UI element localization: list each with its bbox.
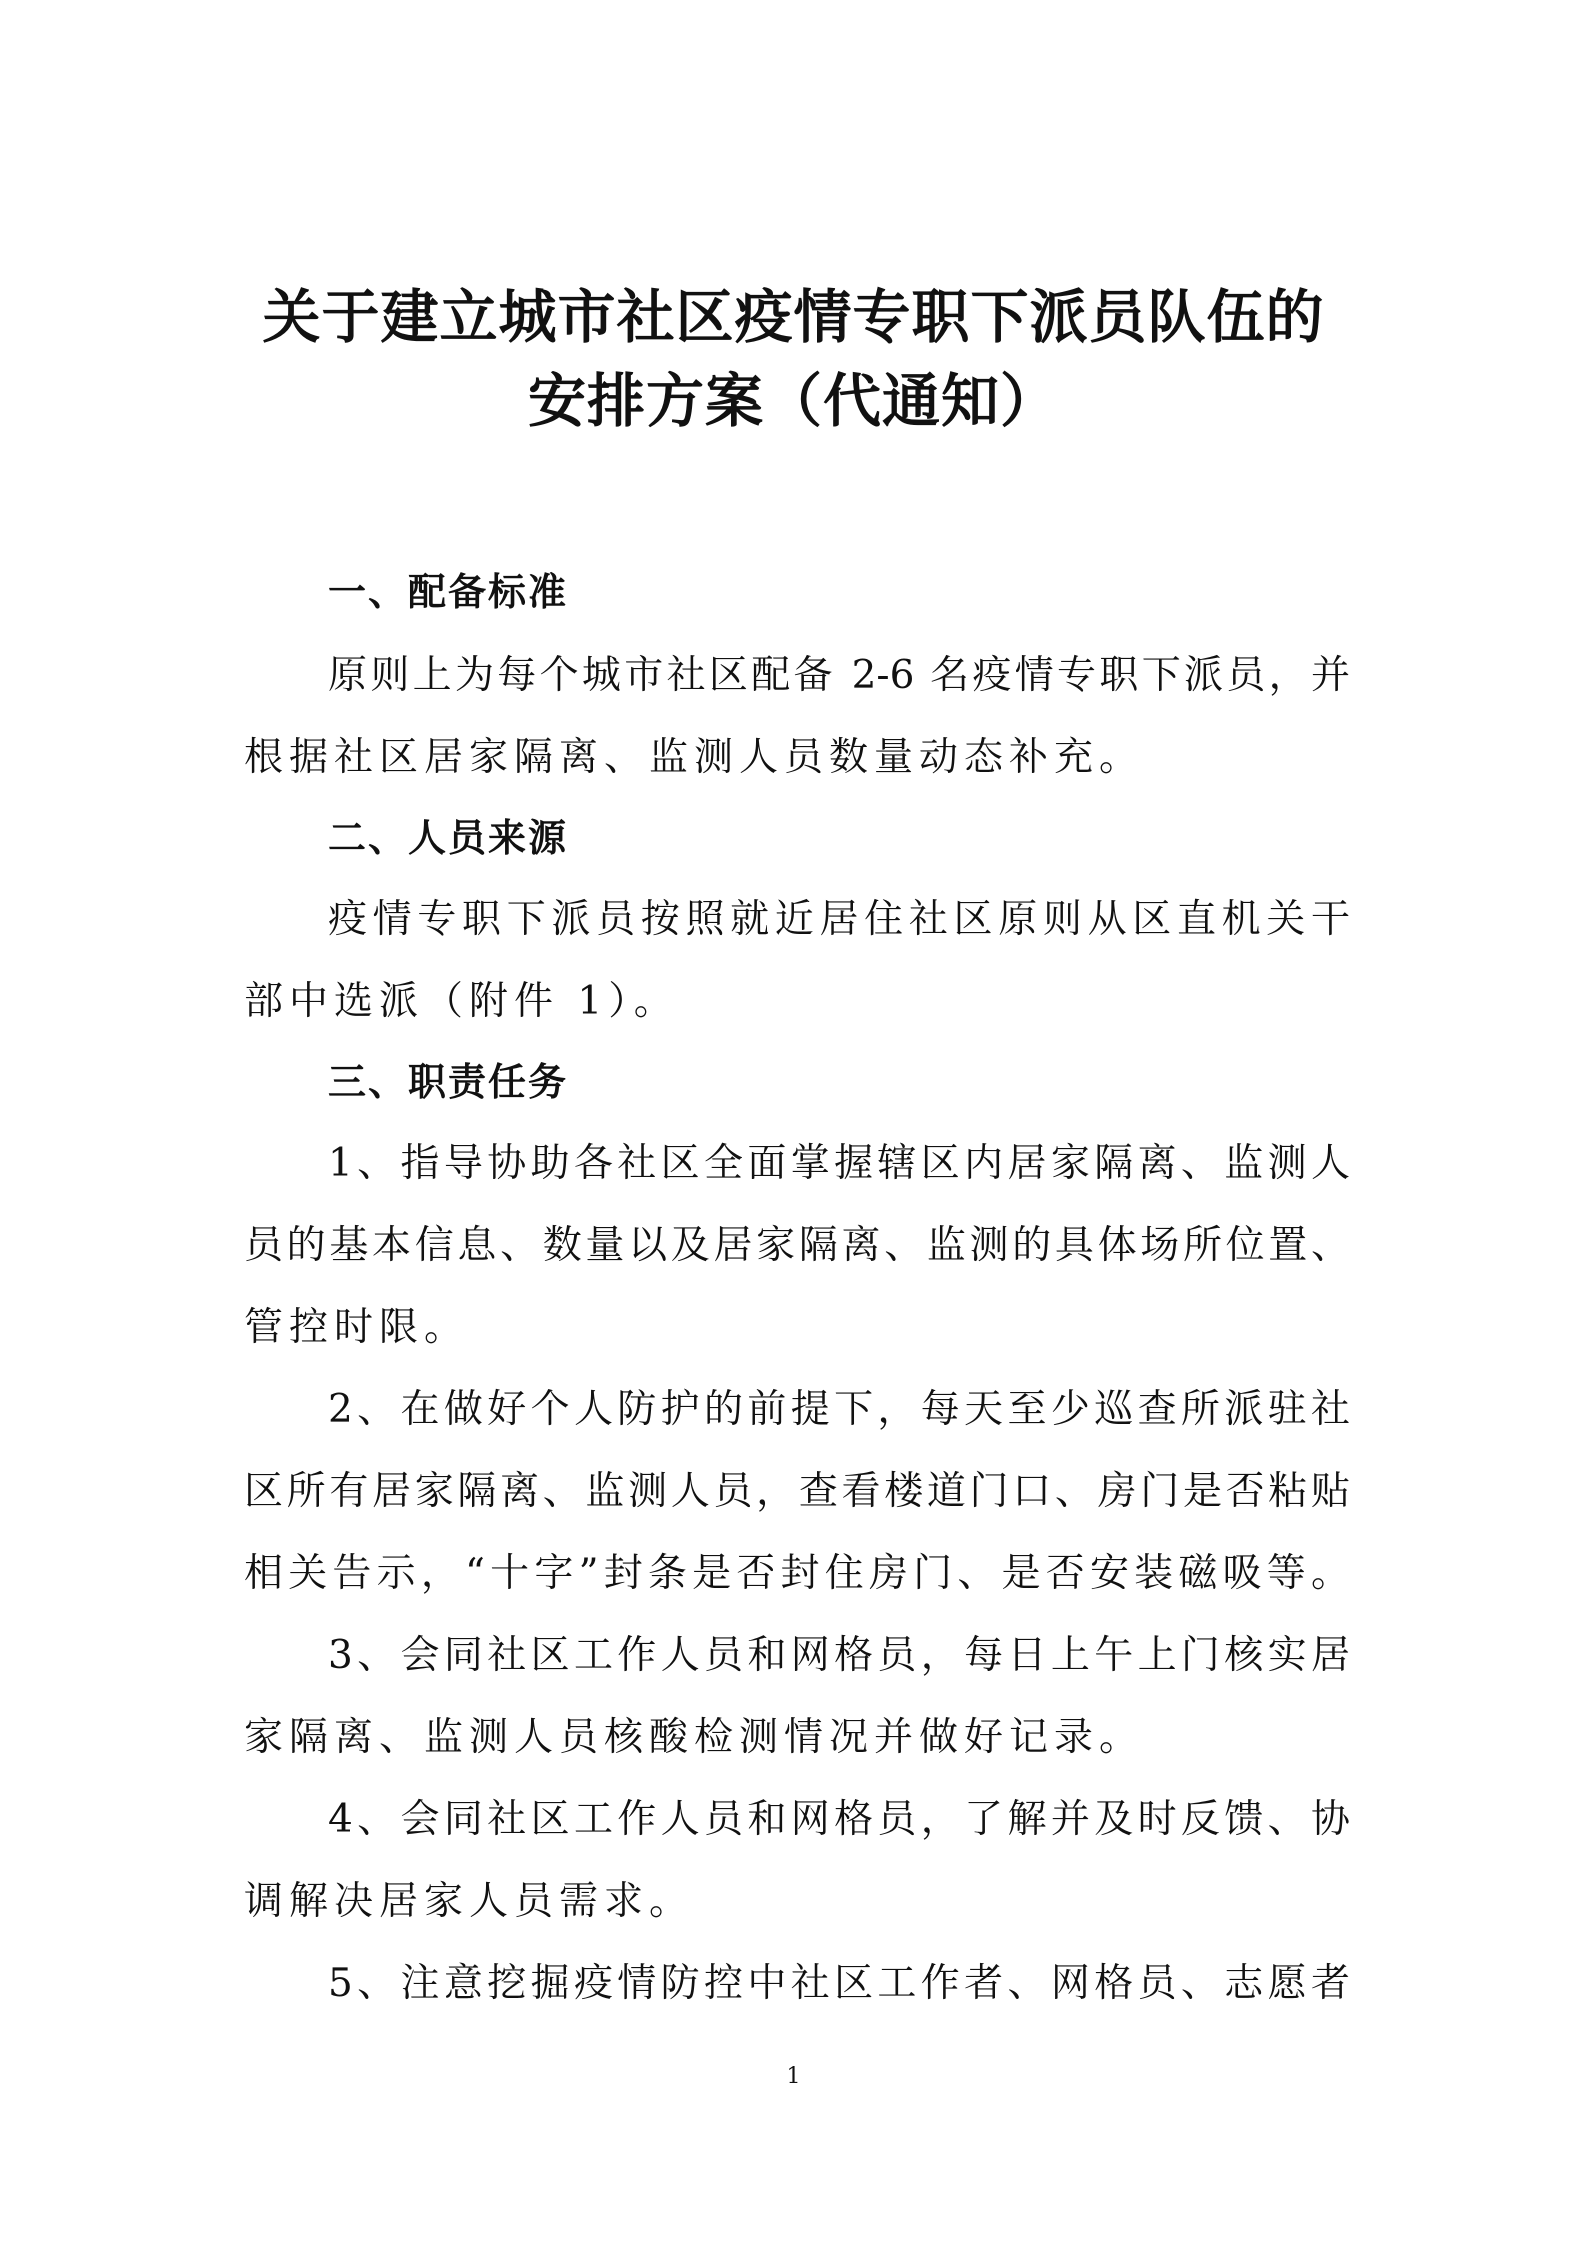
paragraph-line: 管控时限。	[244, 1305, 470, 1350]
paragraph-line: 员的基本信息、数量以及居家隔离、监测的具体场所位置、	[244, 1223, 1350, 1268]
section-heading-standard: 一、配备标准	[328, 570, 569, 614]
section-heading-source: 二、人员来源	[328, 816, 569, 860]
paragraph-line: 原则上为每个城市社区配备 2-6 名疫情专职下派员，并	[328, 653, 1350, 698]
section-heading-duties: 三、职责任务	[328, 1060, 569, 1104]
page-number: 1	[786, 2064, 801, 2089]
document-title-line-1: 关于建立城市社区疫情专职下派员队伍的	[262, 283, 1325, 351]
paragraph-line: 2、在做好个人防护的前提下，每天至少巡查所派驻社	[328, 1387, 1350, 1432]
paragraph-line: 相关告示，“十字”封条是否封住房门、是否安装磁吸等。	[244, 1551, 1350, 1596]
paragraph-line: 区所有居家隔离、监测人员，查看楼道门口、房门是否粘贴	[244, 1469, 1350, 1514]
paragraph-line: 5、注意挖掘疫情防控中社区工作者、网格员、志愿者	[328, 1961, 1350, 2006]
paragraph-line: 疫情专职下派员按照就近居住社区原则从区直机关干	[328, 897, 1350, 942]
paragraph-line: 4、会同社区工作人员和网格员，了解并及时反馈、协	[328, 1797, 1350, 1842]
paragraph-line: 调解决居家人员需求。	[244, 1879, 695, 1924]
paragraph-line: 根据社区居家隔离、监测人员数量动态补充。	[244, 735, 1145, 780]
paragraph-line: 家隔离、监测人员核酸检测情况并做好记录。	[244, 1715, 1145, 1760]
paragraph-line: 部中选派（附件 1）。	[244, 979, 679, 1024]
document-title-line-2: 安排方案（代通知）	[527, 367, 1059, 435]
paragraph-line: 3、会同社区工作人员和网格员，每日上午上门核实居	[328, 1633, 1350, 1678]
paragraph-line: 1、指导协助各社区全面掌握辖区内居家隔离、监测人	[328, 1141, 1350, 1186]
